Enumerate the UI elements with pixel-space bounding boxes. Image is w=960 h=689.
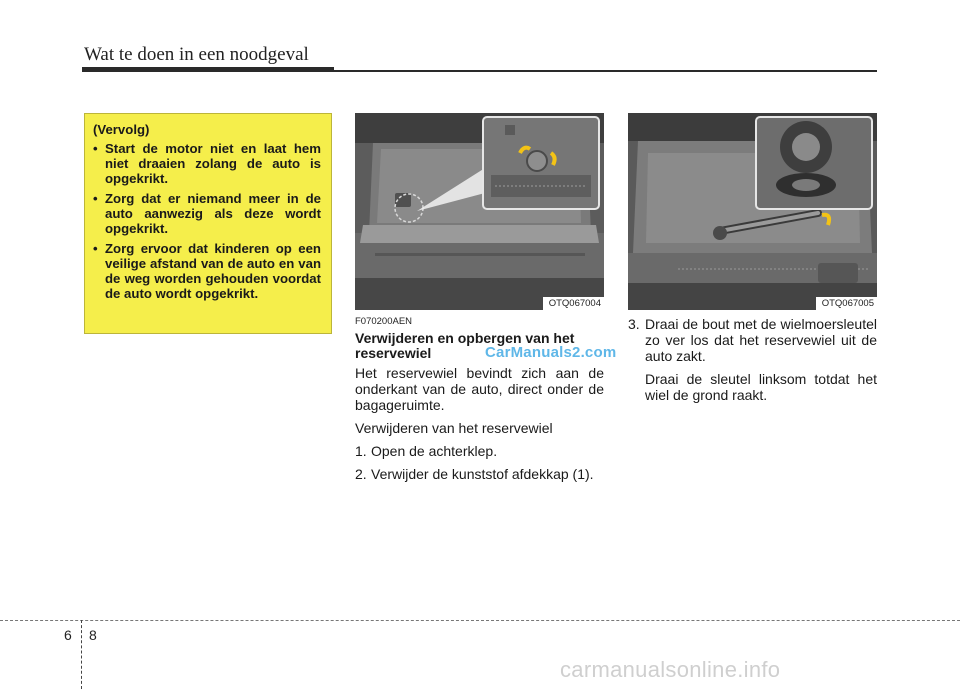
figure-caption: OTQ067005 [816, 297, 877, 310]
step-item [628, 316, 877, 364]
section-title: Verwijderen en opbergen van het reservewiel [355, 330, 575, 361]
section-intro: Het reservewiel bevindt zich aan de onderkant van de auto, direct onder de bagageruimte. [355, 365, 604, 413]
caution-list [93, 141, 321, 301]
step-text: Open de achterklep. [371, 443, 498, 459]
watermark-link[interactable]: CarManuals2.com [485, 344, 617, 361]
step-text: Verwijder de kunststof afdekkap (1). [371, 466, 594, 482]
step-number: 1. [355, 443, 367, 459]
page-number: 8 [89, 627, 97, 643]
footer-rule [0, 620, 960, 621]
header-rule-thin [82, 70, 877, 72]
step-item [355, 466, 604, 482]
step-number: 2. [355, 466, 367, 482]
footer-divider [81, 620, 82, 689]
trunk-illustration [355, 113, 604, 310]
caution-item: • Zorg ervoor dat kinderen op een veilige afstand van de auto en van de weg worden gehouden voordat de auto wordt opgekrikt. [93, 241, 321, 301]
caution-box [84, 113, 332, 334]
figure-caption: OTQ067004 [543, 297, 604, 310]
section-right-column [628, 316, 877, 410]
figure-wrench-bolt [628, 113, 877, 310]
wrench-illustration [628, 113, 877, 310]
caution-continued: (Vervolg) [93, 122, 150, 137]
caution-item: • Start de motor niet en laat hem niet draaien zolang de auto is opgekrikt. [93, 141, 321, 186]
section-code: F070200AEN [355, 316, 413, 327]
figure-trunk-cover-cap [355, 113, 604, 310]
chapter-number: 6 [64, 627, 72, 643]
step-item [355, 443, 604, 459]
page-header-title: Wat te doen in een noodgeval [84, 44, 309, 65]
step-text: Draai de bout met de wielmoersleutel zo ver los dat het reservewiel uit de auto zakt. [645, 316, 877, 364]
section-subheading: Verwijderen van het reservewiel [355, 420, 553, 436]
footer-site-watermark[interactable]: carmanualsonline.info [560, 657, 781, 682]
step-note: Draai de sleutel linksom totdat het wiel de grond raakt. [645, 371, 877, 403]
step-number: 3. [628, 316, 640, 332]
caution-item: • Zorg dat er niemand meer in de auto aanwezig als deze wordt opgekrikt. [93, 191, 321, 236]
section-middle-column [355, 316, 604, 489]
